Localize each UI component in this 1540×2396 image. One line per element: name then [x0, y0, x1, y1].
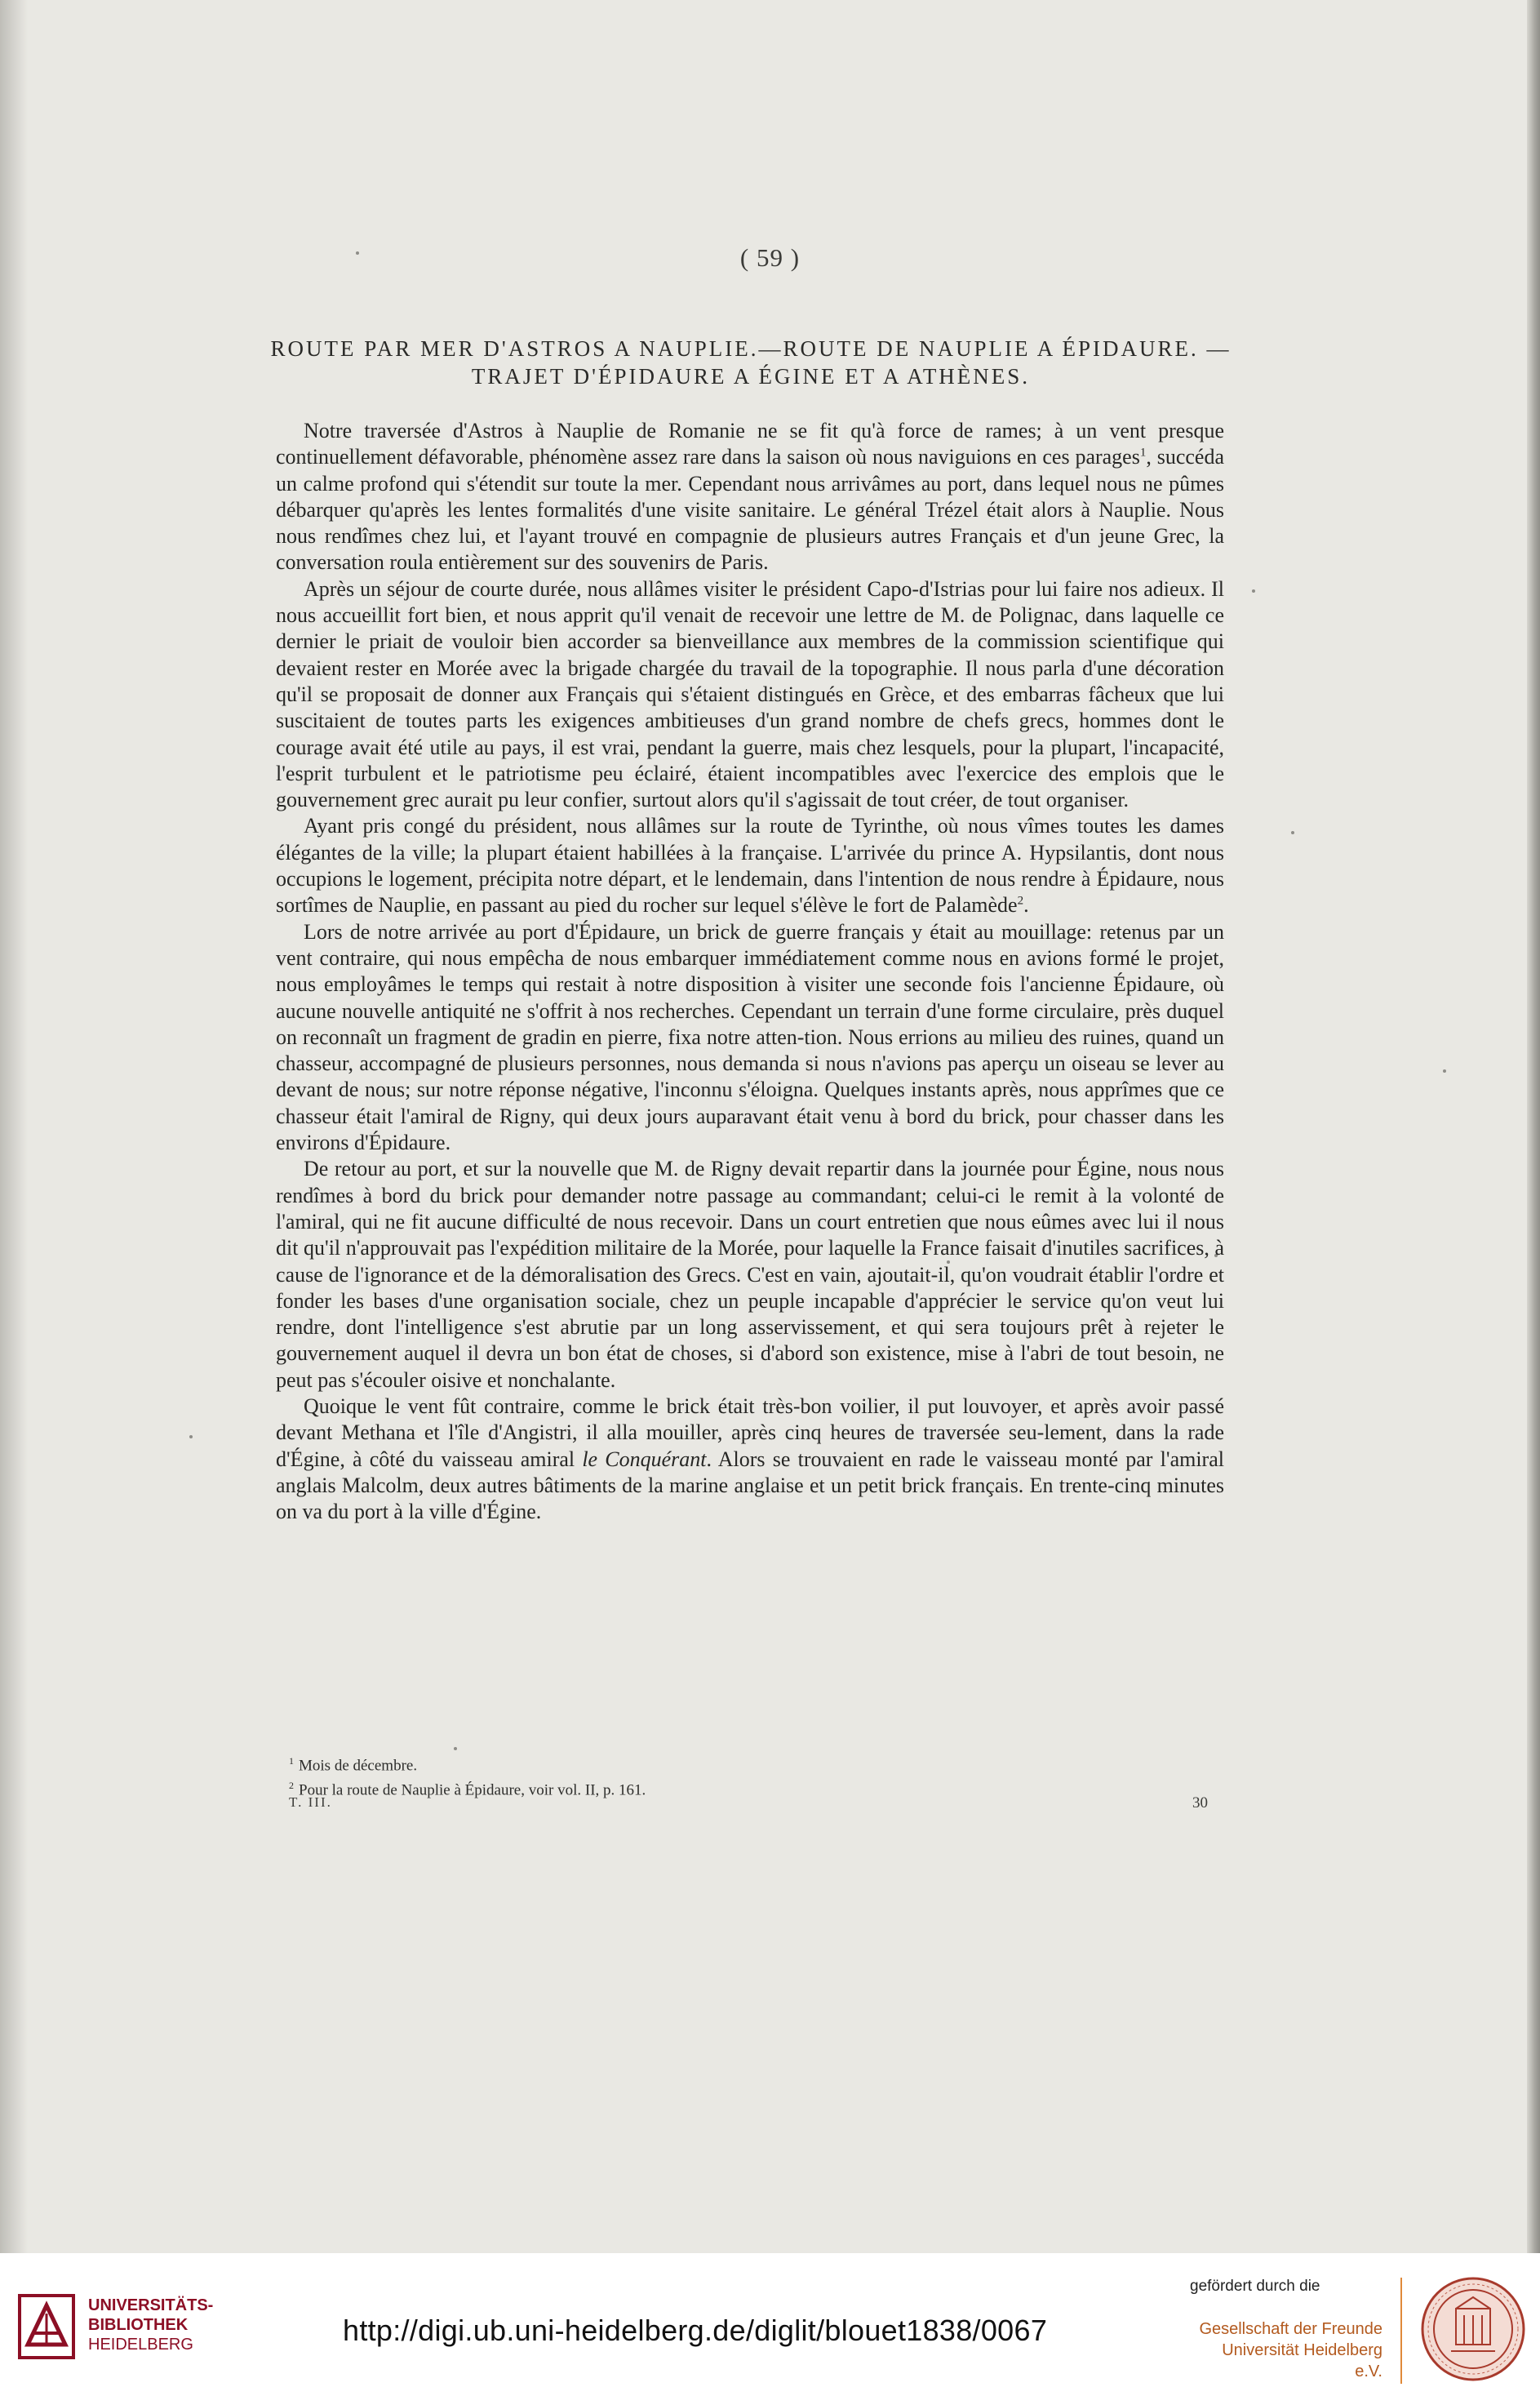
footnote	[276, 1751, 1224, 1776]
sponsor-name-line: Universität Heidelberg e.V.	[1222, 2341, 1382, 2380]
footnote	[276, 1776, 1224, 1800]
chapter-title-line: ROUTE PAR MER D'ASTROS A NAUPLIE.—ROUTE DE NAUPLIE A ÉPIDAURE. —	[270, 336, 1232, 361]
body-text	[276, 418, 1224, 1525]
library-name-line: BIBLIOTHEK	[88, 2316, 189, 2334]
paper-speck	[454, 1747, 457, 1750]
gathering-signature: 30	[1192, 1794, 1208, 1811]
paper-speck	[1443, 1069, 1446, 1073]
digitization-footer	[0, 2253, 1540, 2396]
footnote-reference: 2	[1017, 894, 1024, 908]
footnote-mark: 1	[289, 1755, 294, 1767]
permalink-url[interactable]: http://digi.ub.uni-heidelberg.de/diglit/blouet1838/0067	[343, 2314, 1048, 2347]
library-name-line: HEIDELBERG	[88, 2336, 193, 2354]
paragraph	[276, 418, 1224, 576]
sponsor-name-line: Gesellschaft der Freunde	[1199, 2320, 1382, 2338]
paragraph-text: . Alors se trouvaient en rade le vaisseau monté par l'amiral anglais Malcolm, deux autres bâtiments de la marine anglaise et un petit brick français. En trente-cinq minutes on va du port à la ville d'Égine.	[276, 1447, 1224, 1524]
university-library-logo-icon	[18, 2294, 75, 2359]
chapter-title	[245, 335, 1257, 390]
paragraph	[276, 1394, 1224, 1525]
paragraph-text: Ayant pris congé du président, nous allâmes sur la route de Tyrinthe, où nous vîmes toutes les dames élégantes de la ville; la plupart étaient habillées à la française. L'arrivée du prince A. Hypsilantis, dont nous occupions le logement, précipita notre départ, et le lendemain, dans l'intention de nous rendre à Épidaure, nous sortîmes de Nauplie, en passant au pied du rocher sur lequel s'élève le fort de Palamède	[276, 814, 1224, 918]
paragraph	[276, 813, 1224, 918]
footnote-text: Pour la route de Nauplie à Épidaure, voir vol. II, p. 161.	[299, 1781, 646, 1799]
volume-signature: T. III.	[289, 1794, 332, 1810]
footnote-text: Mois de décembre.	[299, 1757, 418, 1775]
paragraph-text: .	[1023, 893, 1029, 918]
paragraph	[276, 576, 1224, 814]
library-name-line: UNIVERSITÄTS-	[88, 2296, 214, 2314]
paragraph	[276, 1156, 1224, 1394]
university-seal-icon	[1420, 2276, 1526, 2382]
divider	[1400, 2278, 1402, 2384]
paragraph-text: Lors de notre arrivée au port d'Épidaure, un brick de guerre français y était au mouillage: retenus par un vent contraire, qui nous empêcha de nous embarquer immédiatement comme nous en avions formé le projet, nous employâmes le temps qui restait à notre disposition à visiter une seconde fois l'ancienne Épidaure, où aucune nouvelle antiquité ne s'offrit à nos recherches. Cependant un terrain d'une forme circulaire, près duquel on reconnaît un fragment de gradin en pierre, fixa notre atten-tion. Nous errions au milieu des ruines, quand un chasseur, accompagné de plusieurs personnes, nous demanda si nous n'avions pas aperçu un oiseau se lever au devant de nous; sur notre réponse négative, l'inconnu s'éloigna. Quelques instants après, nous apprîmes que ce chasseur était l'amiral de Rigny, qui deux jours auparavant était venu à bord du brick, pour chasser dans les environs d'Épidaure.	[276, 919, 1224, 1155]
footnotes	[276, 1751, 1224, 1801]
paragraph-text: Notre traversée d'Astros à Nauplie de Romanie ne se fit qu'à force de rames; à un vent presque continuellement défavorable, phénomène assez rare dans la saison où nous naviguions en ces parages	[276, 419, 1224, 469]
paper-speck	[1291, 831, 1294, 834]
paragraph-text: , succéda un calme profond qui s'étendit sur toute la mer. Cependant nous arrivâmes au port, dans lequel nous ne pûmes débarquer qu'après les lentes formalités d'une visite sanitaire. Le général Trézel était alors à Nauplie. Nous nous rendîmes chez lui, et l'ayant trouvé en compagnie de plusieurs autres Français et d'un jeune Grec, la conversation roula entièrement sur des souvenirs de Paris.	[276, 445, 1224, 575]
ship-name: le Conquérant	[582, 1447, 707, 1471]
paragraph	[276, 919, 1224, 1157]
book-spine-edge	[1527, 0, 1540, 2253]
page-number: ( 59 )	[739, 243, 801, 272]
funded-by-label: gefördert durch die	[1190, 2278, 1320, 2295]
paper-speck	[1252, 589, 1255, 593]
paper-speck	[189, 1435, 193, 1438]
footnote-mark: 2	[289, 1780, 294, 1792]
footnote-reference: 1	[1139, 446, 1147, 460]
page-gutter-shadow	[0, 0, 28, 2253]
sponsor-society-name	[1190, 2318, 1382, 2382]
paragraph-text: Quoique le vent fût contraire, comme le brick était très-bon voilier, il put louvoyer, et après avoir passé devant Methana et l'île d'Angistri, il alla mouiller, après cinq heures de traversée seu-lement, dans la rade d'Égine, à côté du vaisseau amiral	[276, 1394, 1224, 1471]
paragraph-text: De retour au port, et sur la nouvelle que M. de Rigny devait repartir dans la journée pour Égine, nous nous rendîmes à bord du brick pour demander notre passage au commandant; celui-ci le remit à la volonté de l'amiral, qui ne fit aucune difficulté de nous recevoir. Dans un court entretien que nous eûmes avec lui il nous dit qu'il n'approuvait pas l'expédition militaire de la Morée, pour laquelle la France faisait d'inutiles sacrifices, à cause de l'ignorance et de la démoralisation des Grecs. C'est en vain, ajoutait-il, qu'on voudrait établir l'ordre et fonder les bases d'une organisation sociale, chez un peuple incapable d'apprécier le service qu'on veut lui rendre, dont l'intelligence s'est abrutie par un long asservissement, et qui sera toujours prêt à rejeter le gouvernement auquel il devra un bon état de choses, si d'abord son existence, mise à l'abri de tout besoin, ne peut pas s'écouler oisive et nonchalante.	[276, 1157, 1224, 1392]
library-name	[88, 2296, 213, 2354]
chapter-title-line: TRAJET D'ÉPIDAURE A ÉGINE ET A ATHÈNES.	[471, 364, 1031, 389]
paragraph-text: Après un séjour de courte durée, nous allâmes visiter le président Capo-d'Istrias pour lui faire nos adieux. Il nous accueillit fort bien, et nous apprit qu'il venait de recevoir une lettre de M. de Polignac, dans laquelle ce dernier le priait de vouloir bien accorder sa bienveillance aux membres de la commission scientifique qui devaient rester en Morée avec la brigade chargée du travail de la topographie. Il nous parla d'une décoration qu'il se proposait de donner aux Français qui s'étaient distingués en Grèce, et des embarras fâcheux que lui suscitaient de toutes parts les exigences ambitieuses d'un grand nombre de chefs grecs, hommes dont le courage avait été utile au pays, il est vrai, pendant la guerre, mais chez lesquels, pour la plupart, l'incapacité, l'esprit turbulent et le patriotisme peu éclairé, étaient incompatibles avec l'exercice des emplois que le gouvernement grec aurait pu leur confier, surtout alors qu'il s'agissait de tout créer, de tout organiser.	[276, 576, 1224, 812]
